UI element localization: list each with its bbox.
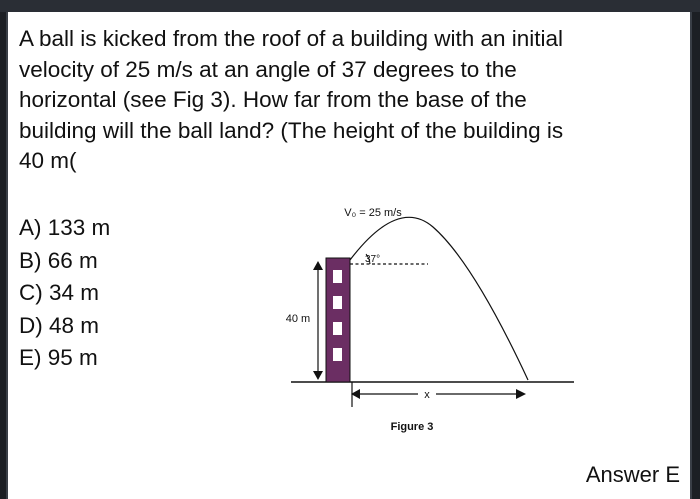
question-line: velocity of 25 m/s at an angle of 37 degrees to the [19,56,517,82]
answer-text: Answer E [585,462,680,487]
question-line: 40 m( [19,148,77,173]
velocity-label: V₀ = 25 m/s [344,207,402,219]
option-b: B) 66 m [19,247,98,273]
angle-label: 37° [365,254,381,265]
option-d: D) 48 m [19,312,100,338]
option-e: E) 95 m [19,345,98,370]
option-a: A) 133 m [19,215,111,240]
question-line: horizontal (see Fig 3). How far from the base of the [19,87,527,112]
building-window [333,322,342,335]
height-arrow-top [313,261,323,270]
question-line: A ball is kicked from the roof of a building with an initial [19,26,564,51]
top-bar [0,0,700,12]
trajectory-curve [350,217,528,380]
height-arrow-bottom [313,371,323,380]
distance-arrow-right [516,389,526,399]
building-window [333,348,342,361]
distance-label: x [424,389,430,401]
building-window [333,270,342,283]
question-line: building will the ball land? (The height of the building is [19,117,564,143]
projectile-figure [8,12,694,499]
building-window [333,296,342,309]
option-c: C) 34 m [19,280,100,305]
question-card [6,12,692,499]
height-label: 40 m [285,313,311,325]
figure-caption: Figure 3 [390,421,434,433]
